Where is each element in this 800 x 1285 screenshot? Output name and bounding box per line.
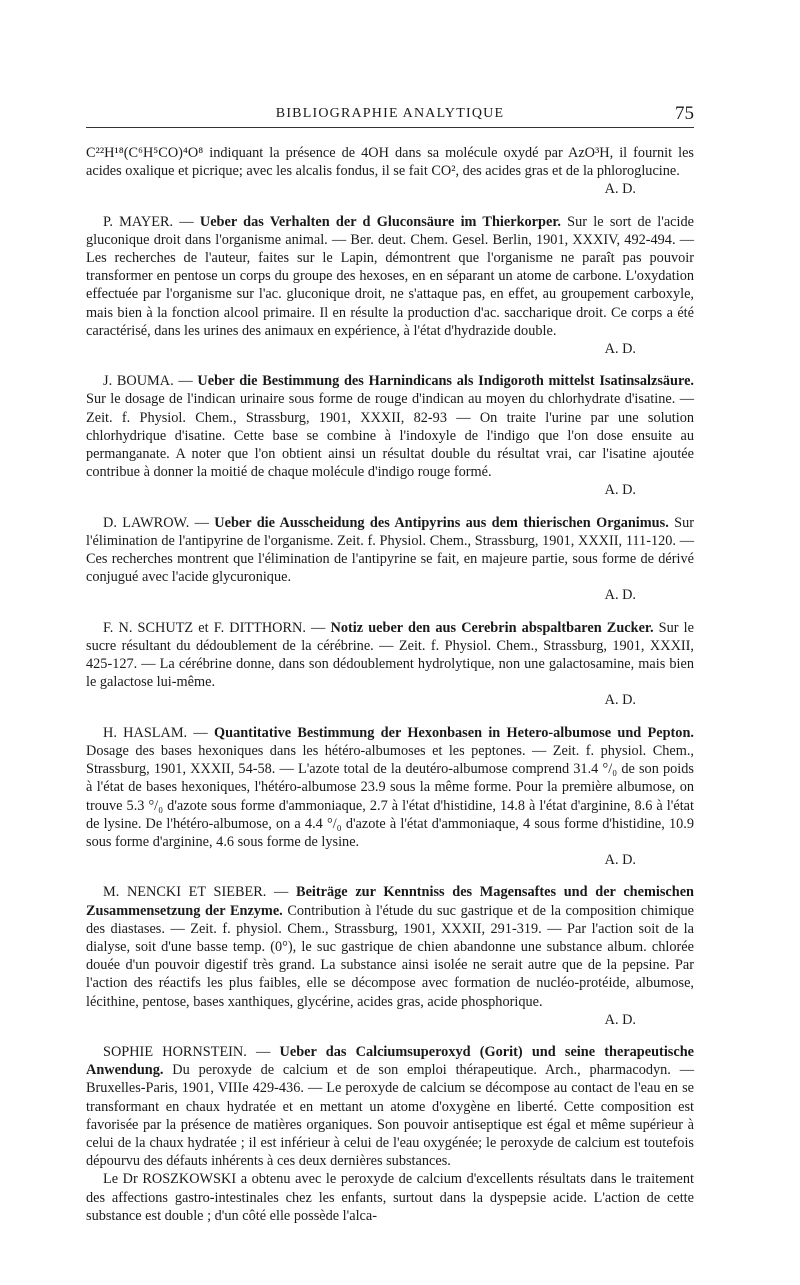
entry-abstract: Sur l'élimination de l'antipyrine de l'organisme. Zeit. f. Physiol. Chem., Strassburg, 1901, XXXII, 111-120. — Ces recherches montrent que l'élimination de l'antipyrine se fait, en majeure partie, sous forme de dérivé conjugué avec l'acide glycuronique. [86, 514, 694, 586]
entry-bouma [86, 372, 694, 499]
entry-abstract: Sur le sucre résultant du dédoublement de la cérébrine. — Zeit. f. Physiol. Chem., Strassburg, 1901, XXXII, 425-127. — La cérébrine donne, dans son dédoublement hydrolytique, non une galactosamine, mais bien le galactose lui-même. [86, 619, 694, 691]
entry-author: SOPHIE HORNSTEIN. — [103, 1043, 280, 1060]
entry-title: Ueber das Calciumsuperoxyd (Gorit) und seine therapeutische Anwendung. [86, 1043, 694, 1079]
entry-author: H. HASLAM. — [103, 724, 215, 741]
entry-text [86, 372, 694, 499]
entry-haslam [86, 724, 694, 870]
entry-hornstein [86, 1043, 694, 1225]
entry-abstract: Dosage des bases hexoniques dans les hétéro-albumoses et les peptones. — Zeit. f. physiol. Chem., Strassburg, 1901, XXXII, 54-58. — L'azote total de la deutéro-albumose comprend 31.4 °/₀ de son poids à l'état de bases hexoniques, l'hétéro-albumose 23.9 sous la même forme. Pour la première albumose, on trouve 5.3 °/₀ d'azote sous forme d'ammoniaque, 2.7 à l'état d'histidine, 14.8 à l'état d'arginine, 8.6 à l'état de lysine. De l'hétéro-albumose, on a 4.4 °/₀ d'azote à l'état d'ammoniaque, 4 sous forme d'histidine, 10.9 sous forme d'arginine, 4.6 sous forme de lysine. [86, 742, 694, 850]
entry-signature: A. D. [604, 692, 636, 709]
entry-title: Ueber die Ausscheidung des Antipyrins aus dem thierischen Organimus. [214, 514, 669, 531]
running-header [86, 103, 694, 128]
entry-text [86, 144, 694, 199]
entry-signature: A. D. [604, 482, 636, 499]
entry-mayer [86, 213, 694, 359]
entry-abstract: Contribution à l'étude du suc gastrique et de la composition chimique des diastases. — Zeit. f. physiol. Chem., Strassburg, 1901, XXXII, 291-319. — Par l'action soit de la dialyse, soit d'une basse temp. (0°), le suc gastrique de chien abandonne une substance album. chlorée douée d'un pouvoir digestif très grand. La substance ainsi isolée ne serait autre que de la pepsine. Par l'action des réactifs les plus faibles, elle se décompose avec formation de nucléo-protéide, albumose, lécithine, pentose, bases xanthiques, glycérine, acides gras, acide phosphorique. [86, 902, 694, 1010]
entry-title: Beiträge zur Kenntniss des Magensaftes und der chemischen Zusammensetzung der Enzyme. [86, 884, 695, 919]
entry-signature: A. D. [604, 1011, 636, 1028]
entry-abstract: C²²H¹⁸(C⁶H⁵CO)⁴O⁸ indiquant la présence de 4OH dans sa molécule oxydé par AzO³H, il fournit les acides oxalique et picrique; avec les alcalis fondus, il se fait CO², des acides gras et de la phloroglucine. [86, 145, 694, 180]
entry-abstract: Sur le dosage de l'indican urinaire sous forme de rouge d'indican au moyen du chlorhydrate d'isatine. — Zeit. f. Physiol. Chem., Strassburg, 1901, XXXII, 82-93 — On traite l'urine par une solution chlorhydrique d'isatine. Cette base se combine à l'indoxyle de l'indigo que l'on dose ensuite au permanganate. A noter que l'on obtient ainsi un résultat double du résultat vrai, car l'isatine ajoutée contribue à donner la moitié de chaque molécule d'indigo rouge formé. [86, 391, 694, 481]
entry-text [86, 724, 694, 870]
entry-nencki-sieber [86, 883, 694, 1029]
entry-signature: A. D. [604, 341, 636, 358]
entry-text [86, 213, 694, 359]
entry-continuation [86, 144, 694, 199]
entry-author: F. N. SCHUTZ et F. DITTHORN. — [103, 619, 331, 636]
entry-title: Ueber die Bestimmung des Harnindicans als Indigoroth mittelst Isatinsalzsäure. [197, 373, 694, 390]
running-title: BIBLIOGRAPHIE ANALYTIQUE [275, 106, 505, 121]
entry-signature: A. D. [604, 587, 636, 604]
entry-text [86, 883, 694, 1029]
entry-continuation-text: Le Dr ROSZKOWSKI a obtenu avec le peroxyde de calcium d'excellents résultats dans le traitement des affections gastro-intestinales chez les enfants, surtout dans la dyspepsie acide. L'action de cette substance est double ; d'un côté elle possède l'alca- [86, 1171, 694, 1224]
entry-author: J. BOUMA. — [103, 373, 198, 390]
entry-text [86, 1043, 694, 1170]
entry-schutz-ditthorn [86, 619, 694, 710]
entry-text [86, 619, 694, 710]
entry-signature: A. D. [604, 852, 636, 869]
entry-abstract: Sur le sort de l'acide gluconique droit dans l'organisme animal. — Ber. deut. Chem. Gesel. Berlin, 1901, XXXIV, 492-494. — Les recherches de l'auteur, faites sur le Lapin, démontrent que l'organisme ne paraît pas pouvoir transformer en pentose un corps du groupe des hexoses, en en séparant un atome de carbone. L'oxydation effectuée par l'organisme sur l'ac. gluconique droit, ne s'attaque pas, en effet, au groupement carboxyle, mais bien à la fonction alcool primaire. Il en résulte la production d'ac. saccharique droit. Ce corps a été caractérisé, dans les urines des animaux en expérience, à l'état d'hydrazide double. [86, 213, 694, 339]
entry-signature: A. D. [604, 181, 636, 198]
page-number: 75 [675, 103, 694, 124]
entry-author: P. MAYER. — [103, 213, 200, 230]
entry-abstract: Du peroxyde de calcium et de son emploi thérapeutique. Arch., pharmacodyn. — Bruxelles-Paris, 1901, VIIIe 429-436. — Le peroxyde de calcium se décompose au contact de l'eau en se transformant en chaux hydratée et en mettant un atome d'oxygène en liberté. Cette composition est favorisée par la présence de matières organiques. Son pouvoir antiseptique est égal et même supérieur à celui de la chaux hydratée ; il est inférieur à celui de l'eau oxygénée; le peroxyde de calcium est toutefois dépourvu des défauts inhérents à ces deux dernières substances. [86, 1062, 694, 1170]
entry-text [86, 514, 694, 605]
entry-title: Notiz ueber den aus Cerebrin abspaltbaren Zucker. [330, 619, 654, 636]
bibliography-body [86, 144, 694, 1239]
entry-title: Quantitative Bestimmung der Hexonbasen in Hetero-albumose und Pepton. [214, 724, 694, 741]
entry-title: Ueber das Verhalten der d Gluconsäure im Thierkorper. [199, 213, 561, 230]
entry-lawrow [86, 514, 694, 605]
entry-author: D. LAWROW. — [103, 514, 215, 531]
entry-author: M. NENCKI ET SIEBER. — [103, 884, 297, 901]
